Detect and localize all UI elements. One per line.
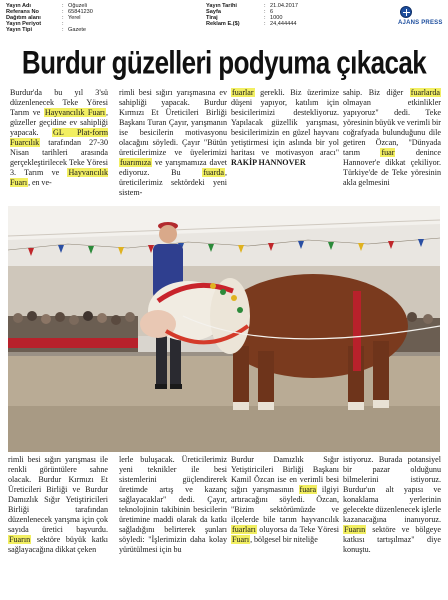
highlighted-keyword: Fuarı [232,535,250,544]
text-column-6: lerle buluşacak. Üreticilerimiz yeni teknikler ile besi sistemlerini güçlendirerek üretimde artış ve kazanç sağlayacaklar" dedi. Çayır, teknolojinin takibinin besicilerin üretimine maddi olarak da katkı sağladığını belirterek şunları söyledi: "İşlerimizin daha kolay yürütülmesi için bu [119,455,227,554]
highlighted-keyword: fuar [381,148,395,157]
text-column-4: sahip. Biz diğer fuarlarda olmayan etkinlikler yapıyoruz" dedi. Teke yöresinin büyük ve verimli bir coğrafyada bulunduğunu dile getiren Özcan, "Dünyada tarım fuar denince Hannover'e dikkat çekiliyor. Türkiye'de de Teke yöresinin akla gelmesini [343,88,441,187]
metadata-value: 21.04.2017 [270,3,298,9]
metadata-separator: : [264,15,266,22]
metadata-separator: : [62,27,64,34]
metadata-value: 24,444444 [270,21,297,28]
article-headline: Burdur güzelleri podyuma çıkacak [21,43,427,81]
metadata-separator: : [264,21,266,28]
highlighted-keyword: Hayvancılık Fuarı [10,168,108,187]
cattle-show-photo [8,206,440,452]
text-column-5: rimli besi sığırı yarışması ile renkli görüntülere sahne olacak. Burdur Kırmızı Et Üreticileri Birliği ve Burdur Damızlık Sığır Yetiştiricileri Birliği tarafından düzenlenecek yarışma için çok sayıda üretici başvurdu. Fuarın sektöre büyük katkı sağlayacağına dikkat çeken [8,455,108,554]
metadata-left [6,3,206,33]
highlighted-keyword: fuarları [232,525,256,534]
metadata-right [206,3,356,27]
metadata-separator: : [264,3,266,9]
metadata-key: Yayın Tipi [6,27,33,34]
text-column-3: fuarlar gerekli. Biz üzerimize düşeni yapıyor, katılım için besicilerimizi destekliyoruz. Yapılacak güzellik yarışması, besicilerimizin en güzel hayvanı yetiştirmesi için aslında bir yol haritası ve motivasyon aracı" RAKİP HANNOVER [231,88,339,167]
metadata-key: Yayın Adı [6,3,31,9]
highlighted-keyword: fuarlar [232,88,254,97]
globe-icon [400,6,412,18]
clipping-metadata [6,3,442,37]
highlighted-keyword: GL Plat-form Fuarcılık [10,128,108,147]
section-subheading: RAKİP HANNOVER [231,158,306,167]
metadata-key: Sayfa [206,9,221,16]
metadata-value: Oğuzeli [68,3,87,9]
metadata-separator: : [62,9,64,16]
metadata-key: Yayın Periyot [6,21,42,28]
metadata-separator: : [62,15,64,22]
metadata-value: Yerel [68,15,81,22]
metadata-value: Gazete [68,27,87,34]
highlighted-keyword: fuarda [203,168,224,177]
metadata-separator: : [62,21,64,28]
metadata-key: Tiraj [206,15,218,22]
metadata-value: 1000 [270,15,283,22]
metadata-row [6,27,206,33]
highlighted-keyword: fuara [299,485,317,494]
text-column-2: rimli besi sığırı yarışmasına ev sahipliği yapacak. Burdur Kırmızı Et Üreticileri Birliği Başkanı Turan Çayır, yarışmanın ise besicilerin motivasyonu olacağını söyledi. Çayır "Bütün üreticilerimize ve üyelerimizi fuarımıza ve yarışmamıza davet ediyoruz. Bu fuarda, üreticilerimiz sektördeki yeni sistem- [119,88,227,197]
highlighted-keyword: fuarımıza [120,158,152,167]
metadata-separator: : [264,9,266,16]
metadata-row [206,21,356,27]
metadata-value: 65841230 [68,9,93,16]
metadata-key: Referans No [6,9,39,16]
metadata-separator: : [62,3,64,9]
metadata-key: Reklam E.($) [206,21,240,28]
highlighted-keyword: fuarlarda [410,88,440,97]
highlighted-keyword: Fuarın [344,525,366,534]
metadata-value: 6 [270,9,274,16]
highlighted-keyword: Fuarın [9,535,31,544]
article-photo [8,206,440,452]
logo-text: AJANS PRESS [398,20,443,26]
text-column-1: Burdur'da bu yıl 3'sü düzenlenecek Teke Yöresi Tarım ve Hayvancılık Fuarı, güzeller geçidine ev sahipliği yapacak. GL Plat-form Fuarcılık tarafından 27-30 Nisan tarihleri arasında gerçekleştirilecek Teke Yöresi 3. Tarım ve Hayvancılık Fuarı, en ve- [10,88,109,187]
text-column-8: istiyoruz. Burada potansiyel bir pazar olduğunu bilmelerini istiyoruz. Burdur'un alt yapısı ve konaklama yerlerinin gelecekte düzenlenecek işlerle kazanacağına inanıyoruz. Fuarın sektöre ve bölgeye katkısı tartışılmaz" diye konuştu. [343,455,442,554]
text-column-7: Burdur Damızlık Sığır Yetiştiricileri Birliği Başkanı Kamil Özcan ise en verimli besi sığırı yarışmasının fuara ilgiyi artıracağını söyledi. Özcan, "Bizim sektörümüzde ve ilçelerde bile tarım hayvancılık fuarları oluyorsa da Teke Yöresi Fuarı, bölgesel bir niteliğe [231,455,339,544]
highlighted-keyword: Hayvancılık Fuarı [44,108,105,117]
agency-logo [396,4,444,32]
metadata-key: Dağıtım alanı [6,15,41,22]
metadata-key: Yayın Tarihi [206,3,237,9]
